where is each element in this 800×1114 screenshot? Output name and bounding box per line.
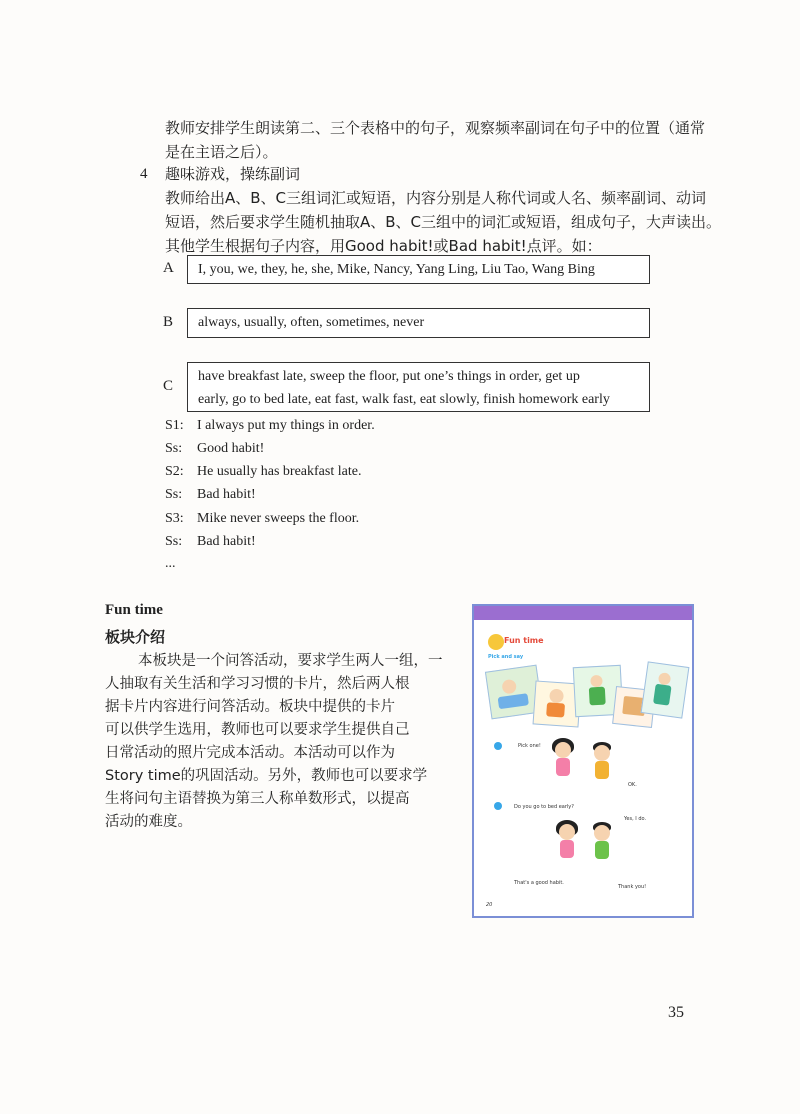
- box-c-label: C: [163, 378, 174, 394]
- dialogue-speaker: Ss:: [165, 487, 183, 502]
- step-line-3: 其他学生根据句子内容，用Good habit!或Bad habit!点评。如：: [165, 237, 602, 255]
- textbook-page-image: [472, 604, 694, 918]
- book-q1: Pick one!: [518, 743, 541, 749]
- box-b-text: always, usually, often, sometimes, never: [198, 315, 425, 330]
- page-number: 35: [668, 1004, 684, 1021]
- book-page-number: 20: [486, 902, 493, 908]
- step-line-1: 教师给出A、B、C三组词汇或短语，内容分别是人称代词或人名、频率副词、动词: [165, 189, 707, 207]
- girl-figure: [556, 820, 578, 868]
- box-b: [187, 308, 650, 338]
- box-a-label: A: [163, 260, 174, 276]
- box-c: [187, 362, 650, 412]
- girl-figure: [552, 738, 574, 786]
- fun-time-heading: Fun time: [105, 602, 163, 618]
- book-a1: OK.: [628, 782, 637, 788]
- step-number: 4: [140, 166, 148, 182]
- book-q2: Do you go to bed early?: [514, 804, 574, 810]
- dialogue-speaker: S1:: [165, 418, 184, 433]
- dialogue-speaker: S3:: [165, 511, 184, 526]
- bullet-2-icon: [494, 802, 502, 810]
- boy-figure: [592, 822, 612, 866]
- para-line: 活动的难度。: [105, 814, 192, 830]
- dialogue-speaker: Ss:: [165, 534, 183, 549]
- para-line: 生将问句主语替换为第三人称单数形式，以提高: [105, 791, 410, 807]
- book-title: Fun time: [504, 636, 544, 645]
- purple-top-bar: [474, 606, 692, 620]
- habit-card: [641, 661, 690, 718]
- para-line: 本板块是一个问答活动，要求学生两人一组，一: [138, 653, 443, 669]
- fun-time-paragraph: [105, 650, 458, 834]
- ellipsis: ...: [165, 556, 176, 571]
- intro-line-1: 教师安排学生朗读第二、三个表格中的句子，观察频率副词在句子中的位置（通常: [165, 119, 706, 137]
- fun-time-subheading: 板块介绍: [105, 628, 166, 646]
- box-c-line-2: early, go to bed late, eat fast, walk fast, eat slowly, finish homework early: [198, 392, 610, 407]
- dialogue-speaker: S2:: [165, 464, 184, 479]
- dialogue-line: Mike never sweeps the floor.: [197, 511, 360, 526]
- step-line-2: 短语，然后要求学生随机抽取A、B、C三组中的词汇或短语，组成句子，大声读出。: [165, 213, 722, 231]
- dialogue-line: I always put my things in order.: [197, 418, 375, 433]
- dialogue-speaker: Ss:: [165, 441, 183, 456]
- para-line: 日常活动的照片完成本活动。本活动可以作为: [105, 745, 395, 761]
- bullet-1-icon: [494, 742, 502, 750]
- dialogue-line: Bad habit!: [197, 487, 256, 502]
- box-a-text: I, you, we, they, he, she, Mike, Nancy, Yang Ling, Liu Tao, Wang Bing: [198, 262, 595, 277]
- step-title: 趣味游戏，操练副词: [165, 165, 301, 183]
- dialogue-line: Good habit!: [197, 441, 265, 456]
- dialogue-line: He usually has breakfast late.: [197, 464, 362, 479]
- book-r1: That's a good habit.: [514, 880, 564, 886]
- book-r2: Thank you!: [618, 884, 647, 890]
- para-line: 可以供学生选用，教师也可以要求学生提供自己: [105, 722, 410, 738]
- intro-line-2: 是在主语之后）。: [165, 143, 278, 161]
- para-line: 据卡片内容进行问答活动。板块中提供的卡片: [105, 699, 395, 715]
- box-b-label: B: [163, 314, 174, 330]
- boy-figure: [592, 742, 612, 786]
- dialogue-line: Bad habit!: [197, 534, 256, 549]
- book-subtitle: Pick and say: [488, 654, 524, 660]
- box-c-line-1: have breakfast late, sweep the floor, put one’s things in order, get up: [198, 369, 580, 384]
- sun-icon: [488, 634, 504, 650]
- box-a: [187, 255, 650, 284]
- para-line: 人抽取有关生活和学习习惯的卡片，然后两人根: [105, 676, 410, 692]
- para-line: Story time的巩固活动。另外，教师也可以要求学: [105, 768, 428, 784]
- book-a2: Yes, I do.: [624, 816, 647, 822]
